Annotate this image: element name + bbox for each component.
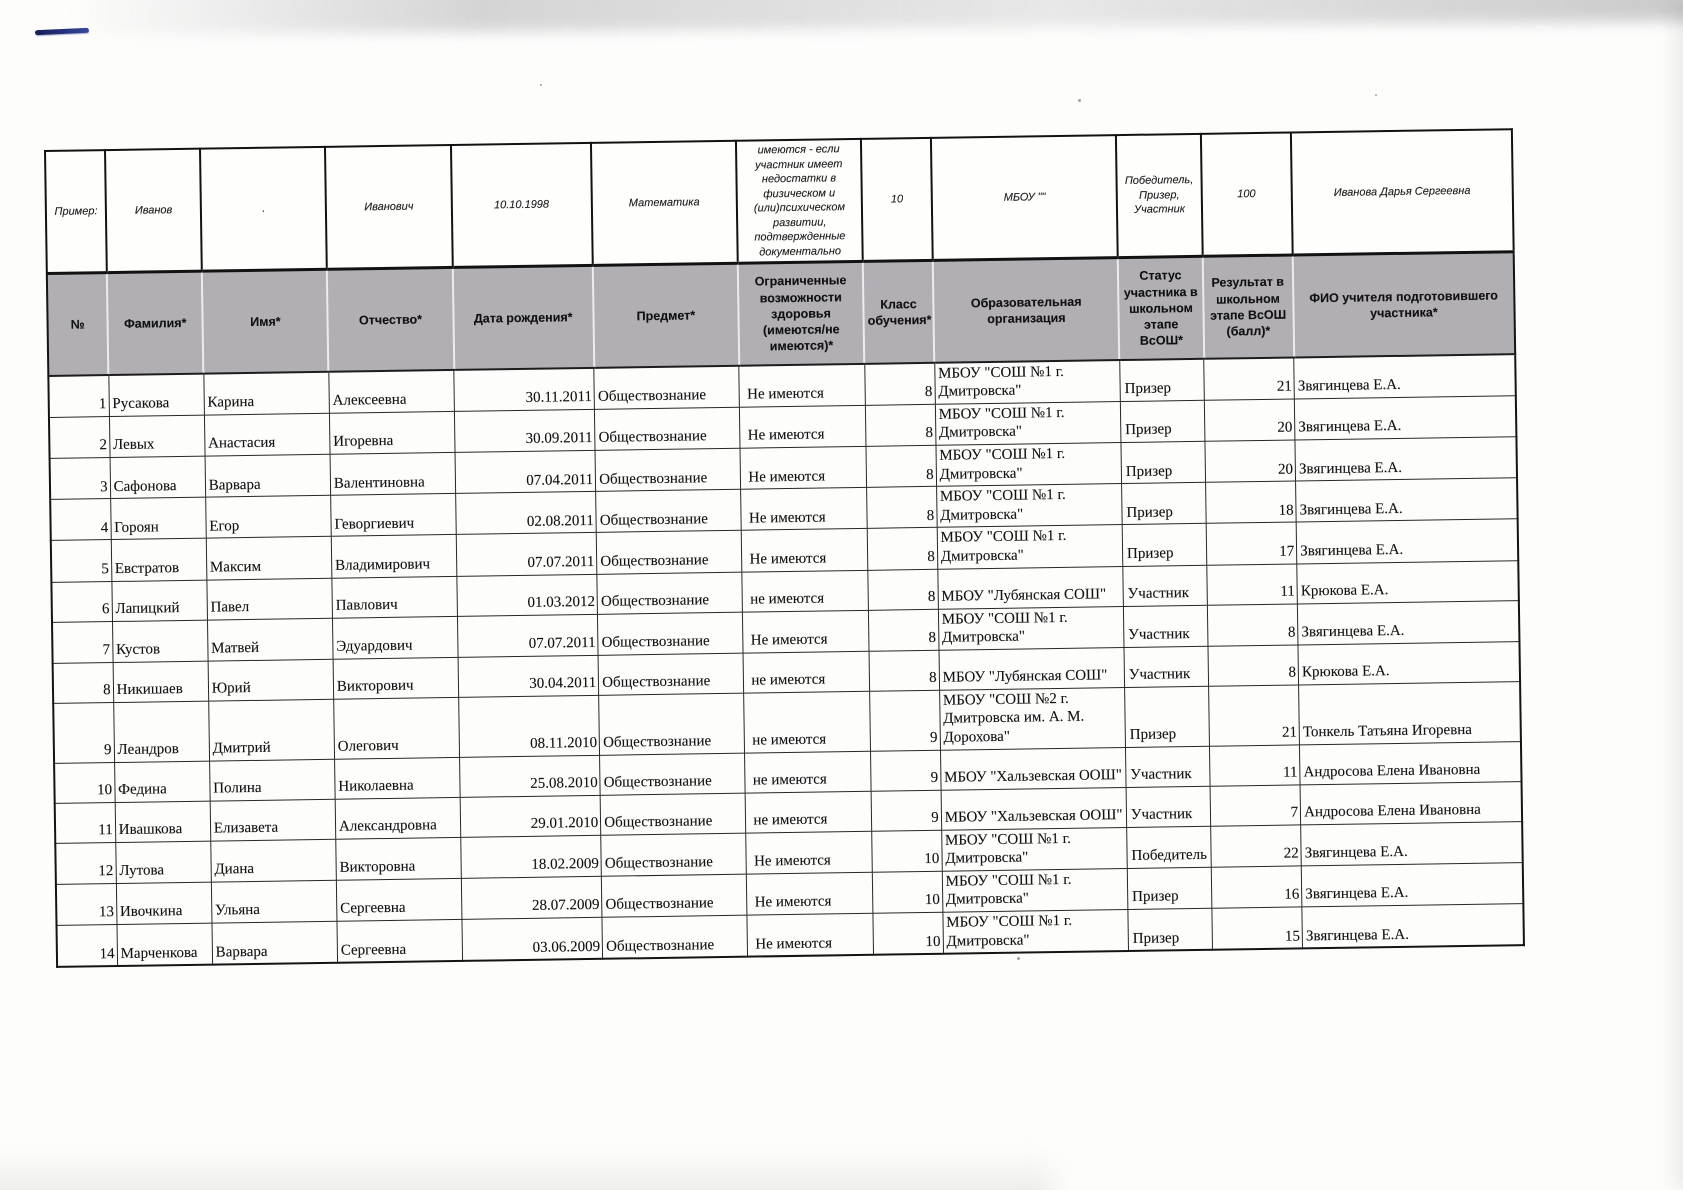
cell-name: Егор bbox=[205, 495, 331, 538]
cell-subject: Обществознание bbox=[596, 489, 742, 532]
example-name: . bbox=[200, 147, 327, 271]
cell-number: 3 bbox=[50, 458, 111, 500]
example-surname: Иванов bbox=[105, 149, 202, 273]
cell-number: 10 bbox=[54, 762, 115, 803]
cell-number: 14 bbox=[57, 924, 118, 967]
cell-patronymic: Александровна bbox=[335, 797, 461, 839]
cell-organization: МБОУ "СОШ №1 г. Дмитровска" bbox=[936, 443, 1122, 487]
cell-organization: МБОУ "СОШ №1 г. Дмитровска" bbox=[938, 606, 1124, 650]
cell-birth-date: 30.09.2011 bbox=[454, 409, 595, 452]
cell-teacher: Звягинцева Е.А. bbox=[1294, 396, 1516, 440]
example-patronymic: Иванович bbox=[325, 145, 452, 269]
cell-disability: не имеются bbox=[744, 691, 870, 753]
example-teacher: Иванова Дарья Сергеевна bbox=[1290, 129, 1513, 255]
cell-patronymic: Николаевна bbox=[334, 757, 460, 799]
cell-score: 20 bbox=[1204, 399, 1295, 442]
cell-status: Победитель bbox=[1127, 826, 1212, 868]
example-status: Победитель, Призер, Участник bbox=[1116, 134, 1202, 258]
cell-name: Карина bbox=[204, 371, 330, 415]
cell-status: Участник bbox=[1123, 565, 1208, 606]
cell-disability: Не имеются bbox=[743, 610, 869, 653]
cell-patronymic: Олегович bbox=[334, 697, 460, 759]
cell-disability: Не имеются bbox=[747, 872, 873, 915]
cell-subject: Обществознание bbox=[595, 448, 741, 491]
cell-grade: 8 bbox=[867, 569, 938, 610]
cell-score: 15 bbox=[1212, 907, 1303, 950]
cell-organization: МБОУ "СОШ №1 г. Дмитровска" bbox=[943, 909, 1129, 953]
cell-surname: Лапицкий bbox=[111, 580, 207, 621]
cell-subject: Обществознание bbox=[595, 407, 741, 450]
cell-grade: 8 bbox=[868, 609, 939, 651]
cell-patronymic: Эдуардович bbox=[332, 616, 458, 659]
cell-number: 8 bbox=[53, 662, 114, 703]
cell-teacher: Звягинцева Е.А. bbox=[1297, 600, 1519, 644]
cell-grade: 9 bbox=[871, 790, 942, 831]
cell-teacher: Звягинцева Е.А. bbox=[1301, 862, 1523, 906]
cell-number: 6 bbox=[51, 581, 112, 622]
cell-grade: 9 bbox=[869, 690, 940, 751]
scan-speck bbox=[1375, 94, 1377, 96]
cell-grade: 9 bbox=[870, 750, 941, 791]
col-header-patronymic: Отчество* bbox=[327, 268, 454, 372]
cell-birth-date: 25.08.2010 bbox=[460, 755, 601, 797]
cell-birth-date: 02.08.2011 bbox=[456, 492, 597, 535]
scan-shadow-right bbox=[1663, 0, 1683, 1190]
cell-status: Призер bbox=[1120, 400, 1205, 442]
cell-score: 21 bbox=[1209, 685, 1300, 746]
cell-surname: Русакова bbox=[108, 373, 204, 416]
cell-name: Ульяна bbox=[211, 880, 337, 923]
cell-surname: Сафонова bbox=[110, 456, 206, 499]
cell-surname: Ивашкова bbox=[115, 801, 211, 842]
cell-number: 1 bbox=[48, 375, 109, 418]
cell-disability: Не имеются bbox=[742, 529, 868, 572]
cell-grade: 10 bbox=[872, 912, 943, 955]
example-birth-date: 10.10.1998 bbox=[450, 143, 592, 268]
cell-birth-date: 07.07.2011 bbox=[456, 533, 597, 576]
example-organization: МБОУ "" bbox=[931, 135, 1118, 260]
cell-grade: 8 bbox=[866, 486, 937, 528]
col-header-surname: Фамилия* bbox=[107, 271, 204, 374]
cell-name: Матвей bbox=[207, 618, 333, 661]
cell-grade: 8 bbox=[865, 404, 936, 446]
cell-organization: МБОУ "Хальзевская ООШ" bbox=[941, 787, 1127, 830]
cell-disability: Не имеются bbox=[741, 488, 867, 531]
cell-teacher: Звягинцева Е.А. bbox=[1294, 354, 1516, 399]
cell-number: 2 bbox=[49, 416, 110, 458]
example-score: 100 bbox=[1200, 133, 1292, 257]
cell-birth-date: 08.11.2010 bbox=[459, 695, 600, 757]
cell-status: Призер bbox=[1127, 867, 1212, 909]
col-header-score: Результат в школьном этапе ВсОШ (балл)* bbox=[1202, 255, 1294, 358]
cell-surname: Гороян bbox=[110, 497, 206, 540]
cell-score: 8 bbox=[1207, 604, 1298, 647]
cell-disability: не имеются bbox=[742, 570, 868, 612]
cell-status: Призер bbox=[1128, 908, 1213, 951]
cell-disability: Не имеются bbox=[740, 405, 866, 448]
scan-shadow-bottom bbox=[0, 1150, 1054, 1190]
cell-patronymic: Викторович bbox=[333, 657, 459, 699]
cell-disability: Не имеются bbox=[740, 446, 866, 489]
cell-patronymic: Павлович bbox=[332, 576, 458, 618]
cell-teacher: Андросова Елена Ивановна bbox=[1300, 781, 1522, 824]
cell-patronymic: Геворгиевич bbox=[331, 494, 457, 537]
example-disability: имеются - если участник имеет недостатки в физическом и (или)психическом развитии, подтвержденные документально bbox=[736, 139, 863, 263]
cell-subject: Обществознание bbox=[598, 653, 744, 695]
cell-name: Полина bbox=[209, 759, 335, 801]
cell-birth-date: 18.02.2009 bbox=[461, 835, 602, 878]
cell-patronymic: Игоревна bbox=[329, 411, 455, 454]
cell-birth-date: 07.04.2011 bbox=[455, 450, 596, 493]
cell-organization: МБОУ "Лубянская СОШ" bbox=[939, 647, 1125, 690]
col-header-name: Имя* bbox=[202, 269, 329, 373]
cell-organization: МБОУ "Лубянская СОШ" bbox=[937, 566, 1123, 609]
cell-disability: Не имеются bbox=[746, 831, 872, 874]
scan-shadow-top bbox=[70, 0, 1683, 35]
cell-subject: Обществознание bbox=[601, 833, 747, 876]
col-header-organization: Образовательная организация bbox=[933, 258, 1120, 363]
cell-subject: Обществознание bbox=[594, 365, 740, 409]
cell-status: Участник bbox=[1125, 746, 1210, 787]
cell-birth-date: 01.03.2012 bbox=[457, 574, 598, 616]
cell-disability: не имеются bbox=[746, 791, 872, 833]
cell-name: Диана bbox=[210, 839, 336, 882]
cell-surname: Ивочкина bbox=[116, 882, 212, 925]
cell-subject: Обществознание bbox=[598, 612, 744, 655]
cell-disability: Не имеются bbox=[747, 913, 873, 957]
cell-surname: Левых bbox=[109, 415, 205, 458]
col-header-disability: Ограниченные возможности здоровья (имеются/не имеются)* bbox=[738, 261, 865, 365]
cell-score: 22 bbox=[1211, 824, 1302, 867]
cell-teacher: Звягинцева Е.А. bbox=[1301, 821, 1523, 865]
cell-subject: Обществознание bbox=[600, 753, 746, 795]
cell-status: Участник bbox=[1126, 786, 1211, 827]
cell-number: 13 bbox=[56, 883, 117, 925]
cell-surname: Никишаев bbox=[113, 661, 209, 702]
cell-status: Призер bbox=[1120, 358, 1205, 401]
cell-number: 7 bbox=[52, 621, 113, 663]
table-body bbox=[48, 354, 1524, 967]
cell-score: 20 bbox=[1205, 440, 1296, 483]
cell-grade: 8 bbox=[867, 528, 938, 570]
cell-birth-date: 03.06.2009 bbox=[462, 917, 603, 961]
scan-speck bbox=[1078, 99, 1081, 102]
cell-status: Призер bbox=[1122, 524, 1207, 566]
table-container bbox=[44, 128, 1525, 968]
cell-score: 8 bbox=[1208, 645, 1299, 686]
cell-name: Максим bbox=[206, 537, 332, 580]
cell-organization: МБОУ "СОШ №1 г. Дмитровска" bbox=[942, 868, 1128, 912]
cell-score: 21 bbox=[1204, 357, 1295, 400]
cell-score: 11 bbox=[1209, 744, 1300, 785]
cell-grade: 10 bbox=[872, 871, 943, 913]
cell-grade: 8 bbox=[864, 362, 935, 405]
scan-speck bbox=[1017, 957, 1020, 960]
cell-status: Призер bbox=[1124, 686, 1209, 747]
cell-subject: Обществознание bbox=[597, 572, 743, 614]
cell-surname: Кустов bbox=[112, 620, 208, 663]
cell-score: 7 bbox=[1210, 784, 1301, 825]
col-header-teacher: ФИО учителя подготовившего участника* bbox=[1292, 252, 1515, 357]
scan-speck bbox=[540, 84, 542, 86]
participants-table bbox=[44, 128, 1525, 968]
cell-grade: 8 bbox=[869, 650, 940, 691]
col-header-subject: Предмет* bbox=[592, 263, 739, 367]
cell-disability: Не имеются bbox=[739, 363, 865, 407]
cell-surname: Лутова bbox=[115, 841, 211, 884]
cell-surname: Евстратов bbox=[111, 539, 207, 582]
cell-patronymic: Владимирович bbox=[331, 535, 457, 578]
cell-number: 9 bbox=[53, 702, 114, 763]
cell-patronymic: Сергеевна bbox=[337, 919, 463, 963]
cell-teacher: Звягинцева Е.А. bbox=[1295, 437, 1517, 481]
cell-patronymic: Сергеевна bbox=[336, 878, 462, 921]
cell-disability: не имеются bbox=[743, 651, 869, 693]
cell-subject: Обществознание bbox=[600, 793, 746, 835]
cell-subject: Обществознание bbox=[596, 531, 742, 574]
cell-name: Дмитрий bbox=[208, 699, 334, 761]
cell-organization: МБОУ "СОШ №1 г. Дмитровска" bbox=[941, 827, 1127, 871]
cell-birth-date: 07.07.2011 bbox=[457, 614, 598, 657]
cell-number: 12 bbox=[55, 842, 116, 884]
cell-name: Юрий bbox=[208, 659, 334, 701]
cell-name: Варвара bbox=[205, 454, 331, 497]
cell-subject: Обществознание bbox=[602, 874, 748, 917]
cell-name: Анастасия bbox=[204, 413, 330, 456]
cell-surname: Леандров bbox=[113, 701, 209, 762]
cell-birth-date: 30.04.2011 bbox=[458, 655, 599, 697]
cell-name: Варвара bbox=[212, 921, 338, 965]
cell-number: 11 bbox=[55, 802, 116, 843]
cell-grade: 8 bbox=[866, 445, 937, 487]
cell-organization: МБОУ "СОШ №1 г. Дмитровска" bbox=[937, 525, 1123, 569]
cell-teacher: Тонкель Татьяна Игоревна bbox=[1299, 681, 1521, 744]
cell-score: 11 bbox=[1207, 564, 1298, 605]
cell-organization: МБОУ "Хальзевская ООШ" bbox=[940, 747, 1126, 790]
cell-teacher: Крюкова Е.А. bbox=[1298, 641, 1520, 684]
cell-organization: МБОУ "СОШ №1 г. Дмитровска" bbox=[936, 484, 1122, 528]
cell-teacher: Звягинцева Е.А. bbox=[1296, 478, 1518, 522]
cell-subject: Обществознание bbox=[602, 915, 748, 959]
cell-number: 5 bbox=[51, 540, 112, 582]
col-header-birth-date: Дата рождения* bbox=[452, 266, 594, 370]
cell-status: Участник bbox=[1123, 605, 1208, 647]
cell-status: Призер bbox=[1121, 441, 1206, 483]
cell-grade: 10 bbox=[871, 830, 942, 872]
example-label: Пример: bbox=[45, 150, 107, 274]
example-row bbox=[45, 129, 1514, 273]
cell-patronymic: Викторовна bbox=[336, 837, 462, 880]
cell-birth-date: 29.01.2010 bbox=[460, 795, 601, 837]
cell-teacher: Звягинцева Е.А. bbox=[1302, 904, 1524, 949]
cell-score: 18 bbox=[1206, 481, 1297, 524]
cell-birth-date: 28.07.2009 bbox=[461, 876, 602, 919]
cell-surname: Федина bbox=[114, 761, 210, 802]
cell-patronymic: Валентиновна bbox=[330, 452, 456, 495]
cell-score: 16 bbox=[1211, 866, 1302, 909]
cell-status: Участник bbox=[1124, 646, 1209, 687]
example-subject: Математика bbox=[591, 141, 738, 266]
cell-teacher: Звягинцева Е.А. bbox=[1296, 519, 1518, 563]
cell-organization: МБОУ "СОШ №1 г. Дмитровска" bbox=[935, 401, 1121, 445]
example-grade: 10 bbox=[861, 138, 933, 262]
cell-score: 17 bbox=[1206, 522, 1297, 565]
cell-subject: Обществознание bbox=[599, 693, 745, 755]
cell-birth-date: 30.11.2011 bbox=[454, 367, 595, 411]
cell-patronymic: Алексеевна bbox=[329, 370, 455, 414]
col-header-status: Статус участника в школьном этапе ВсОШ* bbox=[1118, 256, 1204, 359]
cell-teacher: Андросова Елена Ивановна bbox=[1300, 741, 1522, 784]
cell-name: Павел bbox=[207, 578, 333, 620]
cell-surname: Марченкова bbox=[117, 923, 213, 966]
cell-name: Елизавета bbox=[210, 799, 336, 841]
col-header-grade: Класс обучения* bbox=[863, 260, 935, 363]
cell-organization: МБОУ "СОШ №1 г. Дмитровска" bbox=[934, 360, 1120, 404]
cell-number: 4 bbox=[50, 499, 111, 541]
cell-teacher: Крюкова Е.А. bbox=[1297, 560, 1519, 603]
cell-organization: МБОУ "СОШ №2 г. Дмитровска им. А. М. Дорохова" bbox=[939, 687, 1125, 750]
col-header-number: № bbox=[47, 273, 109, 376]
cell-disability: не имеются bbox=[745, 751, 871, 793]
cell-status: Призер bbox=[1121, 482, 1206, 524]
